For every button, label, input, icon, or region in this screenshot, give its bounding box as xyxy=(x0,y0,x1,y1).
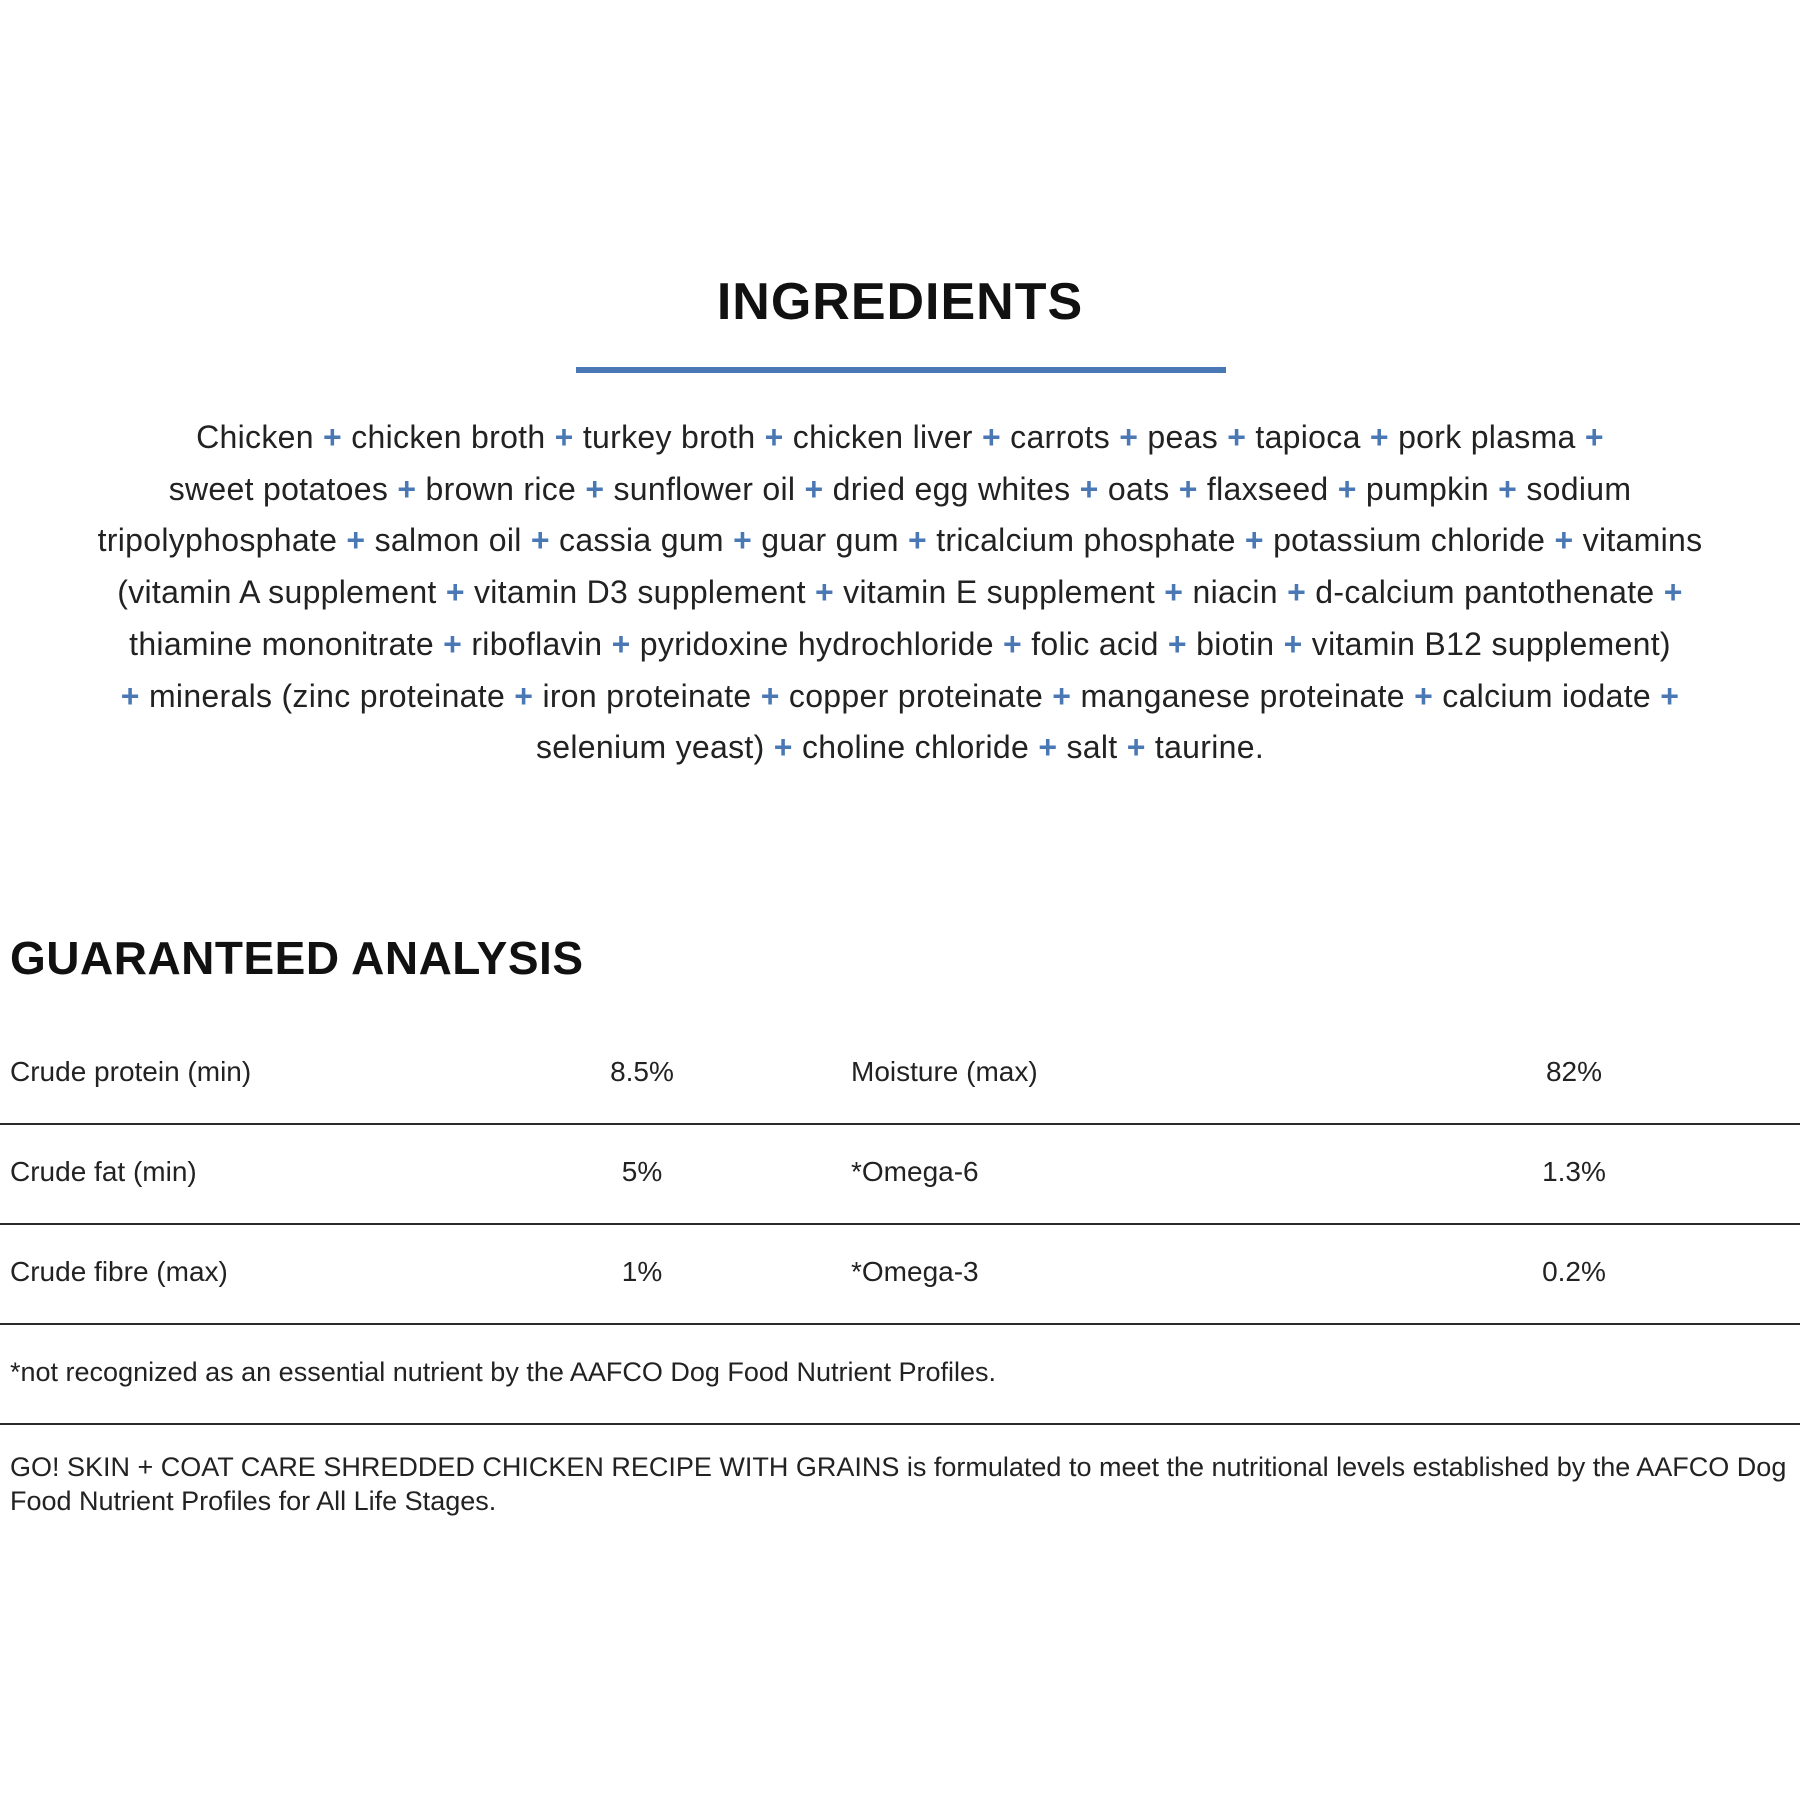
table-row xyxy=(0,1225,1800,1325)
nutrient-label: Moisture (max) xyxy=(851,1056,1038,1087)
nutrient-value: 8.5% xyxy=(610,1056,674,1087)
plus-separator-icon: + xyxy=(1218,419,1256,455)
ingredient-item: thiamine mononitrate xyxy=(129,625,434,662)
nutrient-value: 0.2% xyxy=(1542,1256,1606,1287)
ingredient-item: salmon oil xyxy=(374,522,522,559)
plus-separator-icon: + xyxy=(505,677,543,714)
nutrient-label: *Omega-6 xyxy=(851,1156,979,1187)
plus-separator-icon: + xyxy=(1488,470,1527,507)
ingredients-heading: INGREDIENTS xyxy=(716,273,1084,331)
plus-separator-icon: + xyxy=(723,522,762,559)
ingredient-line xyxy=(0,515,1800,567)
heading-underline xyxy=(576,367,1226,373)
nutrient-label: Crude fat (min) xyxy=(10,1156,197,1187)
ingredient-item: riboflavin xyxy=(471,625,603,662)
ingredient-item: chicken broth xyxy=(351,419,546,455)
ingredient-item: tricalcium phosphate xyxy=(936,522,1236,559)
ingredient-item: iron proteinate xyxy=(542,677,752,714)
plus-separator-icon: + xyxy=(1169,470,1207,507)
ingredients-list xyxy=(0,412,1800,774)
nutrient-value: 82% xyxy=(1545,1056,1603,1087)
nutrient-value: 1.3% xyxy=(1542,1156,1606,1187)
nutrient-label: Crude protein (min) xyxy=(10,1056,252,1087)
footnote-row xyxy=(0,1325,1800,1425)
ingredient-item: tripolyphosphate xyxy=(97,522,338,559)
ingredient-item: vitamins xyxy=(1582,522,1703,559)
ingredient-line xyxy=(0,412,1800,464)
plus-separator-icon: + xyxy=(993,625,1032,662)
ingredient-item: chicken liver xyxy=(792,419,973,455)
plus-separator-icon: + xyxy=(1070,470,1108,507)
nutrient-value: 1% xyxy=(621,1256,663,1287)
plus-separator-icon: + xyxy=(388,470,426,507)
plus-separator-icon: + xyxy=(1277,574,1316,611)
plus-separator-icon: + xyxy=(433,625,472,662)
plus-separator-icon: + xyxy=(1235,522,1274,559)
ingredient-item: sodium xyxy=(1526,470,1632,507)
plus-separator-icon: + xyxy=(972,419,1011,455)
plus-separator-icon: + xyxy=(1575,419,1604,455)
ingredient-item: manganese proteinate xyxy=(1080,677,1405,714)
ingredient-item: niacin xyxy=(1192,574,1278,611)
ingredient-item: guar gum xyxy=(761,522,899,559)
ingredient-item: vitamin E supplement xyxy=(843,574,1156,611)
table-row xyxy=(0,1025,1800,1125)
ingredient-item: minerals (zinc proteinate xyxy=(148,677,506,714)
plus-separator-icon: + xyxy=(751,677,789,714)
ingredient-item: brown rice xyxy=(425,470,577,507)
ingredient-item: tapioca xyxy=(1255,419,1361,455)
guaranteed-analysis-heading: GUARANTEED ANALYSIS xyxy=(10,932,584,984)
plus-separator-icon: + xyxy=(313,419,352,455)
plus-separator-icon: + xyxy=(755,419,793,455)
ingredient-item: taurine. xyxy=(1154,729,1265,766)
nutrient-label: Crude fibre (max) xyxy=(10,1256,228,1287)
ingredient-item: dried egg whites xyxy=(832,470,1071,507)
plus-separator-icon: + xyxy=(436,574,474,611)
plus-separator-icon: + xyxy=(1651,677,1680,714)
ingredient-item: flaxseed xyxy=(1206,470,1329,507)
plus-separator-icon: + xyxy=(1043,677,1081,714)
plus-separator-icon: + xyxy=(521,522,560,559)
ingredient-line xyxy=(0,464,1800,516)
ingredient-item: copper proteinate xyxy=(788,677,1044,714)
ingredient-line xyxy=(0,722,1800,774)
ingredient-line xyxy=(0,671,1800,723)
ingredient-item: choline chloride xyxy=(801,729,1030,766)
plus-separator-icon: + xyxy=(120,677,149,714)
ingredient-item: calcium iodate xyxy=(1442,677,1652,714)
ingredient-item: biotin xyxy=(1196,625,1275,662)
ingredient-item: folic acid xyxy=(1031,625,1159,662)
ingredient-item: vitamin D3 supplement xyxy=(474,574,806,611)
ingredient-item: sweet potatoes xyxy=(168,470,389,507)
plus-separator-icon: + xyxy=(576,470,614,507)
plus-separator-icon: + xyxy=(1029,729,1067,766)
ingredient-item: pumpkin xyxy=(1365,470,1489,507)
ingredient-item: selenium yeast) xyxy=(535,729,765,766)
ingredient-item: carrots xyxy=(1010,419,1111,455)
table-row xyxy=(0,1125,1800,1225)
plus-separator-icon: + xyxy=(602,625,640,662)
plus-separator-icon: + xyxy=(795,470,833,507)
plus-separator-icon: + xyxy=(337,522,375,559)
ingredient-item: potassium chloride xyxy=(1273,522,1546,559)
plus-separator-icon: + xyxy=(764,729,802,766)
plus-separator-icon: + xyxy=(1360,419,1399,455)
plus-separator-icon: + xyxy=(1328,470,1366,507)
ingredient-item: vitamin B12 supplement) xyxy=(1311,625,1671,662)
ingredient-item: peas xyxy=(1147,419,1219,455)
ingredient-item: pyridoxine hydrochloride xyxy=(639,625,994,662)
ingredient-line xyxy=(0,619,1800,671)
ingredient-item: pork plasma xyxy=(1398,419,1576,455)
aafco-statement: GO! SKIN + COAT CARE SHREDDED CHICKEN RECIPE WITH GRAINS is formulated to meet the nutritional levels established by the AAFCO Dog Food Nutrient Profiles for All Life Stages. xyxy=(10,1452,1787,1516)
ingredient-item: oats xyxy=(1107,470,1170,507)
ingredient-item: turkey broth xyxy=(582,419,756,455)
ingredient-item: cassia gum xyxy=(559,522,724,559)
plus-separator-icon: + xyxy=(1155,574,1193,611)
ingredient-line xyxy=(0,567,1800,619)
plus-separator-icon: + xyxy=(1110,419,1148,455)
ingredient-item: salt xyxy=(1066,729,1118,766)
plus-separator-icon: + xyxy=(1158,625,1197,662)
ingredient-item: (vitamin A supplement xyxy=(117,574,437,611)
footnote-text: *not recognized as an essential nutrient by the AAFCO Dog Food Nutrient Profiles. xyxy=(10,1357,997,1387)
plus-separator-icon: + xyxy=(898,522,937,559)
plus-separator-icon: + xyxy=(805,574,844,611)
plus-separator-icon: + xyxy=(1654,574,1683,611)
plus-separator-icon: + xyxy=(1117,729,1155,766)
analysis-table xyxy=(0,1025,1800,1425)
ingredient-item: d-calcium pantothenate xyxy=(1315,574,1655,611)
nutrient-label: *Omega-3 xyxy=(851,1256,979,1287)
ingredient-item: sunflower oil xyxy=(613,470,796,507)
plus-separator-icon: + xyxy=(1274,625,1312,662)
ingredient-item: Chicken xyxy=(196,419,314,455)
nutrient-value: 5% xyxy=(621,1156,663,1187)
plus-separator-icon: + xyxy=(1545,522,1583,559)
plus-separator-icon: + xyxy=(545,419,583,455)
plus-separator-icon: + xyxy=(1404,677,1443,714)
